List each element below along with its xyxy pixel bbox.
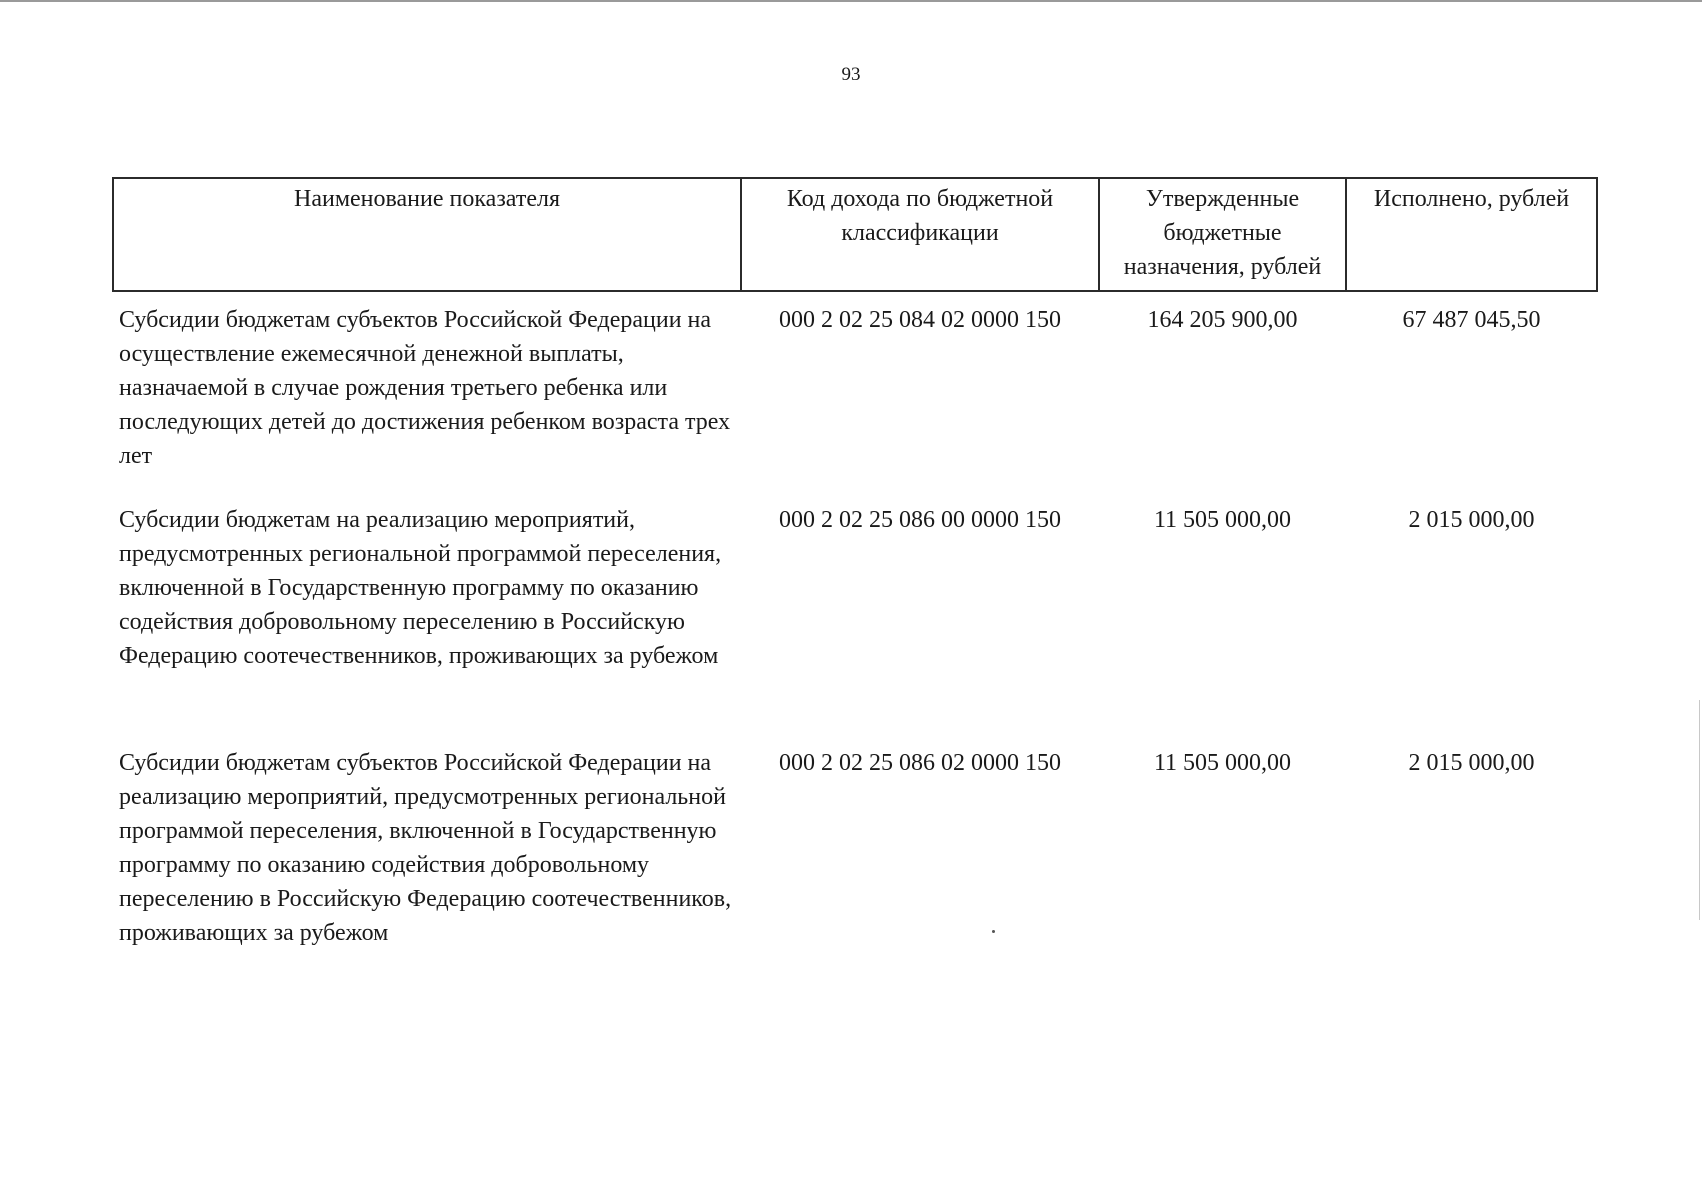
scan-edge-line (0, 0, 1702, 2)
table-row (113, 291, 1597, 503)
cell-approved: 11 505 000,00 (1153, 750, 1292, 776)
table-row (113, 746, 1597, 986)
scan-speck (992, 930, 995, 933)
header-row (113, 178, 1597, 291)
cell-approved: 11 505 000,00 (1153, 507, 1292, 533)
cell-code: 000 2 02 25 086 02 0000 150 (779, 750, 1061, 776)
scan-edge-mark (1699, 700, 1700, 920)
cell-name: Субсидии бюджетам субъектов Российской Федерации на осуществление ежемесячной денежной выплаты, назначаемой в случае рождения третьего ребенка или последующих детей до достижения ребенком возраста трех лет (119, 307, 731, 469)
table-header (113, 178, 1597, 291)
cell-approved: 164 205 900,00 (1147, 307, 1298, 333)
report-table-container (112, 177, 1596, 986)
table-row (113, 503, 1597, 746)
cell-executed: 2 015 000,00 (1408, 507, 1535, 533)
header-executed: Исполнено, рублей (1346, 178, 1597, 291)
header-approved: Утвержденные бюджетные назначения, рублей (1099, 178, 1346, 291)
cell-code: 000 2 02 25 084 02 0000 150 (779, 307, 1061, 333)
cell-executed: 67 487 045,50 (1402, 307, 1541, 333)
cell-code: 000 2 02 25 086 00 0000 150 (779, 507, 1061, 533)
page-number: 93 (841, 64, 861, 85)
revenue-table (112, 177, 1598, 986)
cell-executed: 2 015 000,00 (1408, 750, 1535, 776)
cell-name: Субсидии бюджетам на реализацию мероприятий, предусмотренных региональной программой переселения, включенной в Государственную программу по оказанию содействия добровольному переселению в Российскую Федерацию соотечественников, проживающих за рубежом (119, 507, 722, 669)
table-body (113, 291, 1597, 986)
header-code: Код дохода по бюджетной классификации (741, 178, 1099, 291)
cell-name: Субсидии бюджетам субъектов Российской Федерации на реализацию мероприятий, предусмотренных региональной программой переселения, включенной в Государственную программу по оказанию содействия добровольному переселению в Российскую Федерацию соотечественников, проживающих за рубежом (119, 750, 732, 946)
header-name: Наименование показателя (113, 178, 741, 291)
